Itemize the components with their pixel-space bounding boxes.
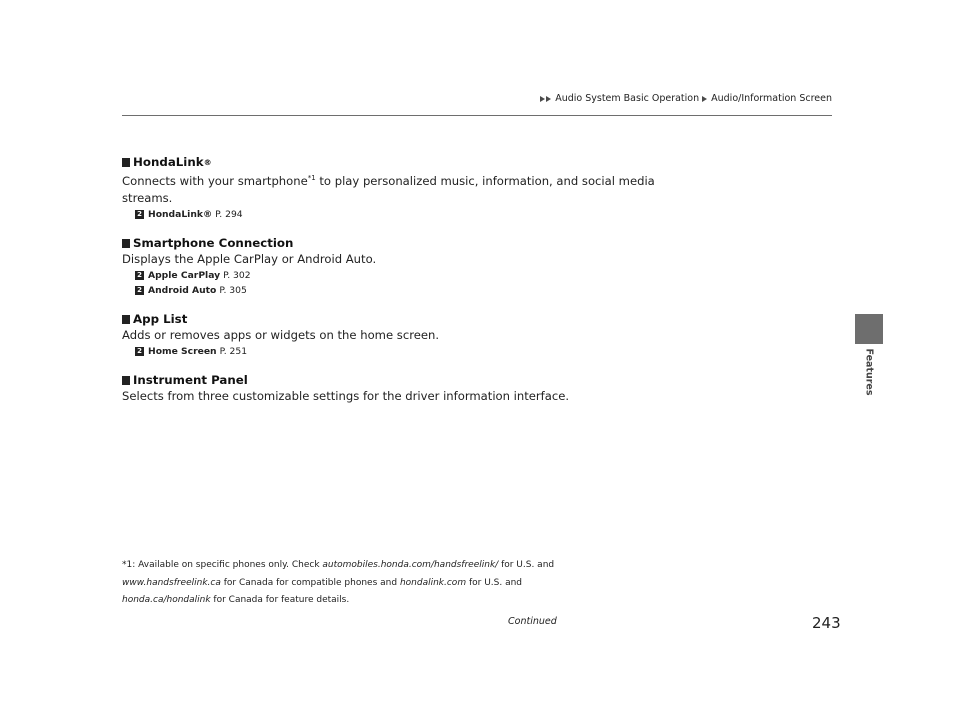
square-bullet-icon xyxy=(122,315,130,324)
breadcrumb-item-audio-info-screen[interactable]: Audio/Information Screen xyxy=(711,93,832,104)
reference-arrow-icon: 2 xyxy=(135,286,144,295)
section-tab-label: Features xyxy=(863,348,875,396)
continued-label: Continued xyxy=(508,616,557,627)
section-body: Adds or removes apps or widgets on the home screen. xyxy=(122,327,440,342)
section-heading: HondaLink ® xyxy=(122,155,682,170)
reference-arrow-icon: 2 xyxy=(135,210,144,219)
breadcrumb xyxy=(540,93,832,104)
footnote-ref[interactable]: *1 xyxy=(307,174,316,182)
page-reference-link[interactable]: 2 HondaLink® P. 294 xyxy=(135,207,682,222)
section-smartphone-connection xyxy=(122,236,682,298)
section-tab-marker[interactable] xyxy=(855,314,883,344)
breadcrumb-item-audio-system[interactable]: Audio System Basic Operation xyxy=(555,93,700,104)
page-number: 243 xyxy=(812,614,841,632)
section-body: Connects with your smartphone$^{*1}$ to play personalized music, information, and social media streams. xyxy=(122,173,655,205)
section-heading: Instrument Panel xyxy=(122,373,682,388)
footnote-link[interactable]: honda.ca/hondalink xyxy=(122,595,211,605)
section-instrument-panel xyxy=(122,373,682,405)
main-content xyxy=(122,155,682,419)
square-bullet-icon xyxy=(122,239,130,248)
page-reference-link[interactable]: 2 Home Screen P. 251 xyxy=(135,344,682,359)
footnote: *1: Available on specific phones only. Check automobiles.honda.com/handsfreelink/ for U.S. and www.handsfreelink.ca for Canada for compatible phones and hondalink.com for U.S. and honda.ca/hondalink for Canada for feature details. xyxy=(122,560,555,605)
arrow-icon xyxy=(702,96,708,102)
section-hondalink xyxy=(122,155,682,222)
square-bullet-icon xyxy=(122,158,130,167)
section-heading: App List xyxy=(122,312,682,327)
page-reference-link[interactable]: 2 Apple CarPlay P. 302 xyxy=(135,268,682,283)
page-reference-link[interactable]: 2 Android Auto P. 305 xyxy=(135,283,682,298)
section-body: Displays the Apple CarPlay or Android Auto. xyxy=(122,251,377,266)
square-bullet-icon xyxy=(122,376,130,385)
section-heading: Smartphone Connection xyxy=(122,236,682,251)
section-body: Selects from three customizable settings for the driver information interface. xyxy=(122,388,570,403)
footnote-link[interactable]: automobiles.honda.com/handsfreelink/ xyxy=(322,560,499,570)
reference-arrow-icon: 2 xyxy=(135,347,144,356)
header-rule xyxy=(122,115,832,116)
footnote-link[interactable]: hondalink.com xyxy=(399,577,467,588)
footnote-link[interactable]: www.handsfreelink.ca xyxy=(122,577,221,588)
reference-arrow-icon: 2 xyxy=(135,271,144,280)
double-arrow-icon xyxy=(540,96,552,102)
section-app-list xyxy=(122,312,682,359)
